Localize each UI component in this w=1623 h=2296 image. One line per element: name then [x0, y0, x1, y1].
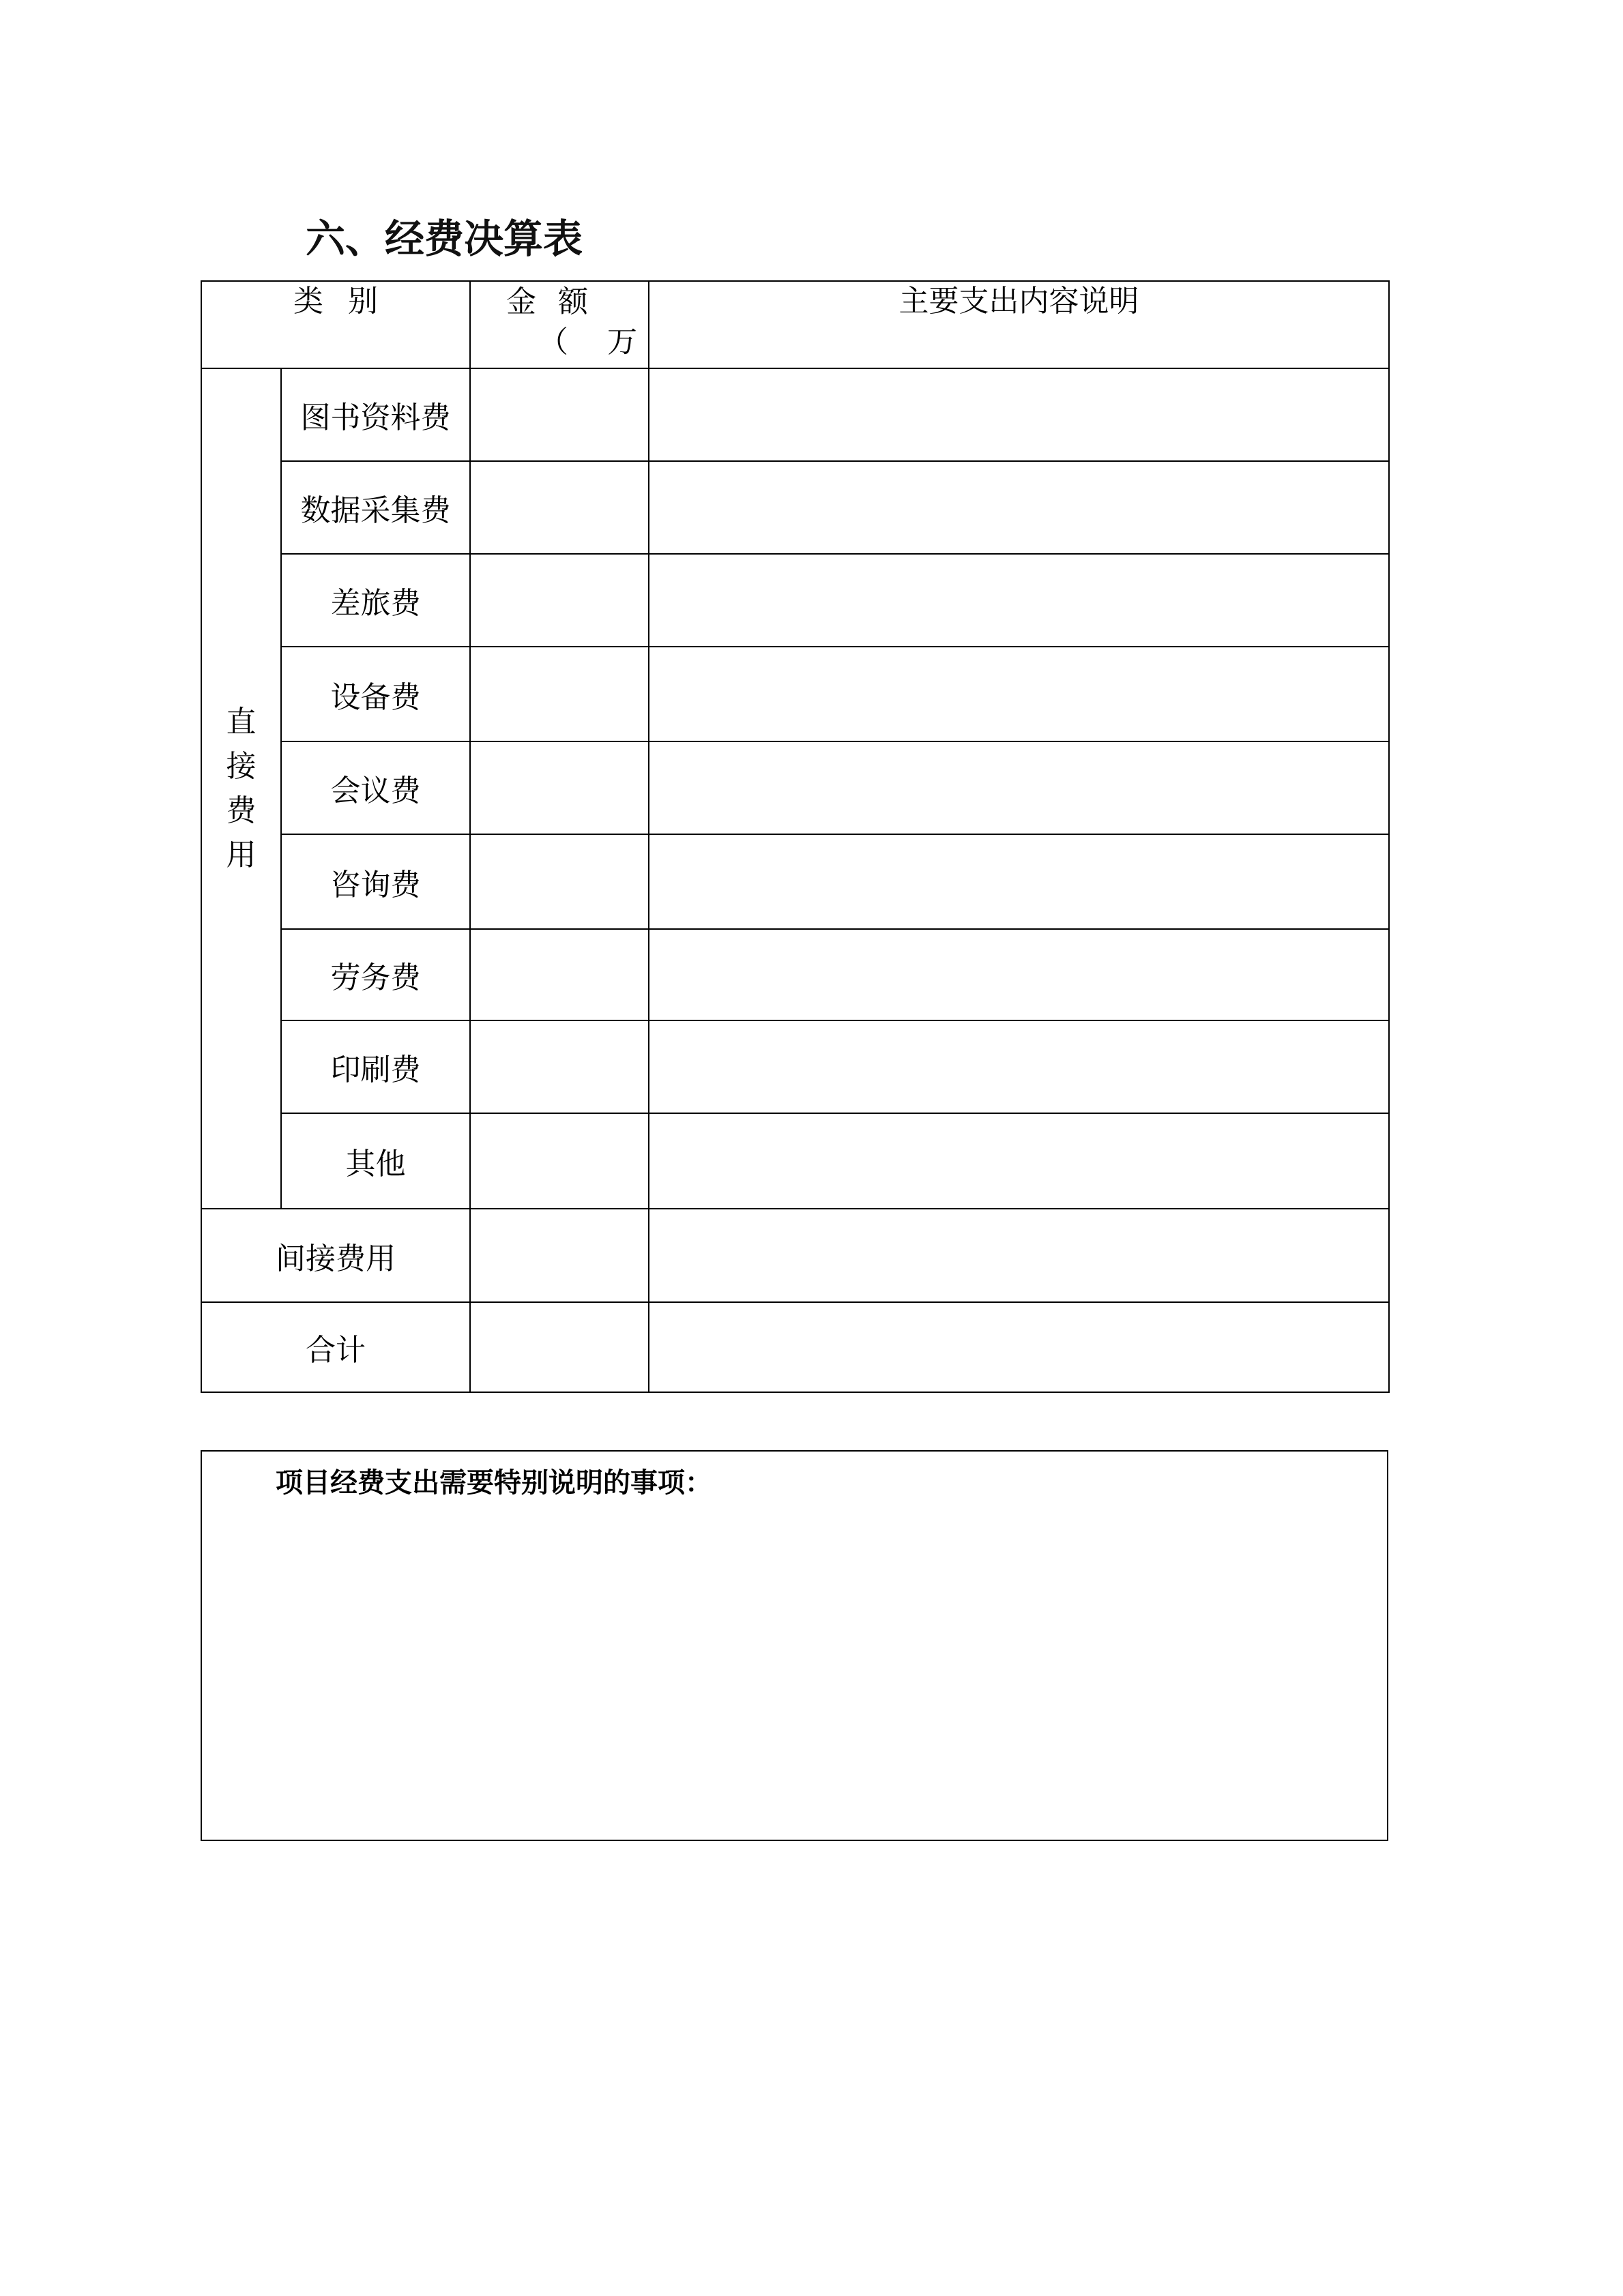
indirect-costs-row [201, 1209, 1389, 1302]
header-amount [470, 281, 649, 368]
budget-row [201, 1113, 1389, 1209]
header-amount-label: 金 额 [506, 284, 588, 319]
header-row [201, 281, 1389, 368]
row-label: 数据采集费 [281, 461, 470, 554]
row-label: 差旅费 [281, 554, 470, 647]
row-label: 劳务费 [281, 929, 470, 1020]
budget-row [201, 461, 1389, 554]
description-cell [649, 647, 1389, 741]
header-category [201, 281, 470, 368]
budget-row [201, 741, 1389, 834]
amount-cell [470, 368, 649, 461]
amount-cell [470, 461, 649, 554]
amount-cell [470, 929, 649, 1020]
amount-cell [470, 1020, 649, 1113]
row-label: 咨询费 [281, 834, 470, 929]
budget-row [201, 368, 1389, 461]
header-description-label: 主要支出内容说明 [898, 284, 1139, 319]
indirect-costs-label: 间接费用 [201, 1209, 470, 1302]
direct-costs-group [201, 368, 281, 1209]
budget-row [201, 834, 1389, 929]
row-label: 设备费 [281, 647, 470, 741]
amount-cell [470, 834, 649, 929]
description-cell [649, 929, 1389, 1020]
header-category-label: 类 别 [293, 284, 378, 319]
description-cell [649, 741, 1389, 834]
header-amount-wrap [471, 282, 648, 367]
total-row [201, 1302, 1389, 1392]
page-title: 六、经费决算表 [306, 216, 583, 262]
amount-cell [470, 1302, 649, 1392]
description-cell [649, 368, 1389, 461]
header-amount-paren: （ [538, 325, 568, 359]
amount-cell [470, 741, 649, 834]
budget-row [201, 929, 1389, 1020]
total-label: 合计 [201, 1302, 470, 1392]
row-label: 会议费 [281, 741, 470, 834]
header-description [649, 281, 1389, 368]
description-cell [649, 834, 1389, 929]
direct-costs-group-label: 直接费用 [226, 705, 257, 872]
description-cell [649, 1209, 1389, 1302]
description-cell [649, 1113, 1389, 1209]
row-label: 其他 [281, 1113, 470, 1209]
description-cell [649, 554, 1389, 647]
notes-label: 项目经费支出需要特别说明的事项： [276, 1467, 712, 1499]
amount-cell [470, 1113, 649, 1209]
amount-cell [470, 647, 649, 741]
budget-row [201, 647, 1389, 741]
header-amount-unit: 万 [607, 325, 637, 359]
budget-table [201, 280, 1390, 1393]
amount-cell [470, 1209, 649, 1302]
description-cell [649, 1302, 1389, 1392]
row-label: 印刷费 [281, 1020, 470, 1113]
amount-cell [470, 554, 649, 647]
description-cell [649, 461, 1389, 554]
budget-row [201, 1020, 1389, 1113]
row-label: 图书资料费 [281, 368, 470, 461]
notes-box [201, 1450, 1388, 1841]
budget-row [201, 554, 1389, 647]
description-cell [649, 1020, 1389, 1113]
